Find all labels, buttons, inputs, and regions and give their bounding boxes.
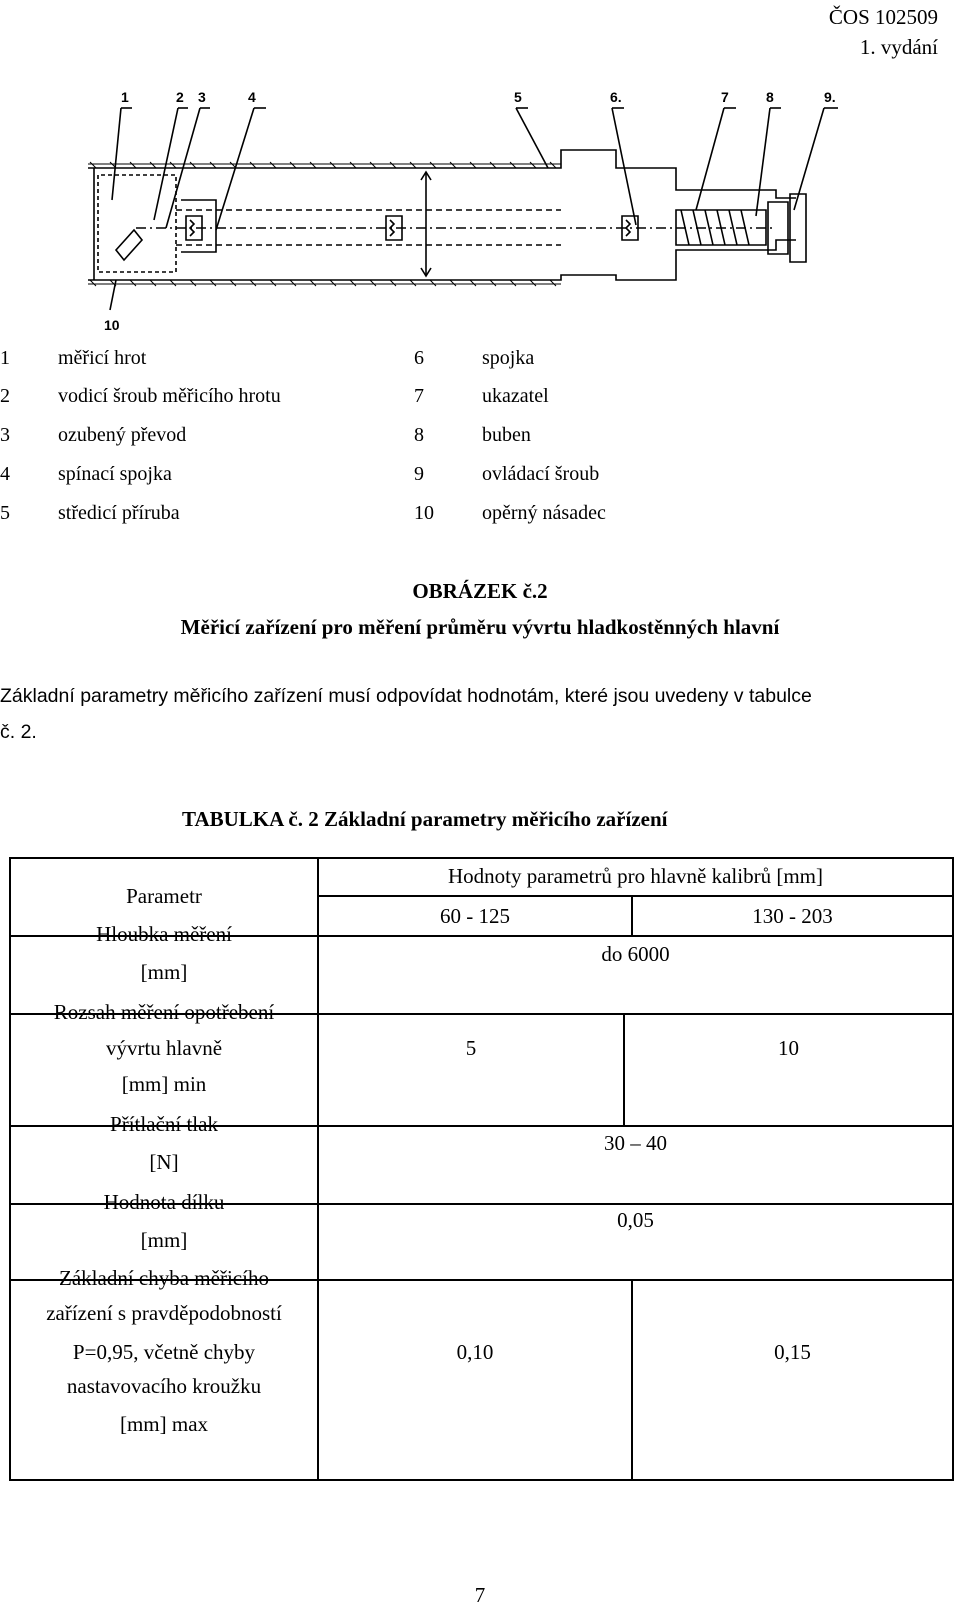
callout-6: 6. [610, 89, 622, 105]
callout-1: 1 [121, 89, 129, 105]
paragraph-line-1: Základní parametry měřicího zařízení musí odpovídat hodnotám, které jsou uvedeny v tabulce [0, 685, 812, 707]
callout-10: 10 [104, 317, 120, 333]
legend-text: spojka [482, 347, 535, 369]
legend-number: 3 [0, 424, 10, 446]
row-label: Hloubka měření [96, 922, 232, 946]
page-number: 7 [474, 1583, 486, 1607]
callout-7: 7 [721, 89, 729, 105]
row-label: [mm] max [119, 1412, 209, 1436]
figure-title: Měřicí zařízení pro měření průměru vývrtu hladkostěnných hlavní [180, 615, 780, 639]
row-value: do 6000 [601, 942, 670, 966]
legend-number: 9 [414, 463, 424, 485]
legend-text: ovládací šroub [482, 463, 600, 485]
row-value-b: 0,15 [774, 1340, 811, 1364]
legend-text: vodicí šroub měřicího hrotu [58, 385, 281, 407]
callout-9: 9. [824, 89, 836, 105]
legend-number: 1 [0, 347, 10, 369]
row-label: zařízení s pravděpodobností [46, 1301, 282, 1325]
header-values: Hodnoty parametrů pro hlavně kalibrů [mm] [448, 864, 823, 888]
figure-label: OBRÁZEK č.2 [412, 579, 548, 603]
legend-text: ozubený převod [58, 424, 187, 446]
row-value-a: 5 [465, 1036, 477, 1060]
row-value: 30 – 40 [604, 1131, 667, 1155]
row-label: [N] [149, 1150, 179, 1174]
row-label: [mm] [140, 1228, 188, 1252]
header-caliber-60-125: 60 - 125 [440, 904, 510, 928]
table-caption: TABULKA č. 2 Základní parametry měřicího zařízení [182, 807, 668, 831]
legend-number: 2 [0, 385, 10, 407]
legend-number: 6 [414, 347, 424, 369]
row-label: [mm] [140, 960, 188, 984]
row-label: P=0,95, včetně chyby [72, 1340, 256, 1364]
legend-number: 7 [414, 385, 424, 407]
legend-number: 4 [0, 463, 10, 485]
callout-4: 4 [248, 89, 256, 105]
legend-text: ukazatel [482, 385, 549, 407]
legend-text: měřicí hrot [58, 347, 147, 369]
callout-8: 8 [766, 89, 774, 105]
header-parameter: Parametr [126, 884, 202, 908]
paragraph-line-2: č. 2. [0, 721, 37, 743]
measuring-device-diagram [76, 80, 856, 340]
edition-label: 1. vydání [859, 35, 938, 59]
row-label: Základní chyba měřicího [59, 1266, 269, 1290]
legend-number: 10 [414, 502, 434, 524]
legend-number: 5 [0, 502, 10, 524]
row-label: [mm] min [121, 1072, 207, 1096]
row-label: Hodnota dílku [103, 1190, 225, 1214]
legend-number: 8 [414, 424, 424, 446]
legend-text: buben [482, 424, 531, 446]
row-label: nastavovacího kroužku [66, 1374, 262, 1398]
legend [0, 346, 960, 536]
row-label: vývrtu hlavně [105, 1036, 223, 1060]
callout-3: 3 [198, 89, 206, 105]
row-label: Přítlační tlak [110, 1112, 218, 1136]
standard-number: ČOS 102509 [828, 5, 938, 29]
row-value: 0,05 [617, 1208, 654, 1232]
row-value-a: 0,10 [456, 1340, 494, 1364]
parameters-table [9, 857, 954, 1481]
callout-2: 2 [176, 89, 184, 105]
row-label: Rozsah měření opotřebení [53, 1000, 275, 1024]
row-value-b: 10 [778, 1036, 799, 1060]
legend-text: opěrný násadec [482, 502, 606, 524]
header-caliber-130-203: 130 - 203 [752, 904, 833, 928]
callout-5: 5 [514, 89, 522, 105]
legend-text: spínací spojka [58, 463, 172, 485]
legend-text: středicí příruba [58, 502, 180, 524]
